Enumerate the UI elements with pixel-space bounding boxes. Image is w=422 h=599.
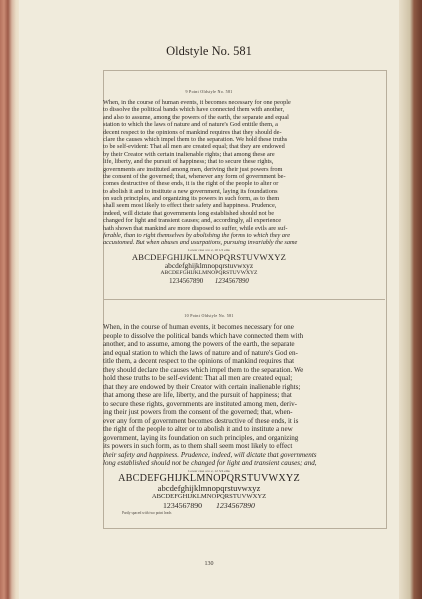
text-line: accustomed. But when abuses and usurpations, pursuing invariably the same [103,239,298,247]
footnote: Partly spaced with two point leads [122,511,172,515]
text-line: shall seem most likely to effect their safety and happiness. Prudence, [103,202,277,210]
specimen-9-point [19,89,399,286]
text-line: another, and to assume, among the powers of the earth, the separate [103,340,295,348]
text-line: the right of the people to alter or to abolish it and to institute a new [103,425,293,433]
specimen-label: 9 Point Oldstyle No. 581 [185,89,233,94]
text-line: that among these are life, liberty, and the pursuit of happiness; that [103,391,292,399]
text-line: on such principles, and organizing its powers in such form, as to them [103,195,280,203]
specimen-paragraph [103,99,334,247]
text-line: hath shown that mankind are more disposed to suffer, while evils are suf- [103,224,288,232]
text-line: to dissolve the political bands which have connected them with another, [103,106,285,114]
lowercase-line: abcdefghijklmnopqrstuvwxyz [164,260,254,270]
text-line: people to dissolve the political bands which have connected them with [103,331,304,340]
figures: 1234567890 [163,500,203,510]
text-line: to abolish it and to institute a new government, laying its foundations [103,187,278,195]
small-caps-line: ABCDEFGHIJKLMNOPQRSTUVWXYZ [160,269,258,276]
text-line: decent respect to the opinions of mankind requires that they should de- [103,128,282,136]
text-line: station to which the laws of nature and of nature's God entitle them, a [103,121,278,129]
text-line: governments are instituted among men, deriving their just powers from [103,165,283,173]
section-divider [103,299,385,300]
text-line: to secure these rights, governments are instituted among men, deriv- [103,399,298,408]
text-line: their safety and happiness. Prudence, indeed, will dictate that governments [103,450,317,459]
text-line: to be self-evident: That all men are created equal; that they are endowed [103,143,285,151]
figures-line [19,501,399,511]
capitals-line: ABCDEFGHIJKLMNOPQRSTUVWXYZ [118,472,300,484]
specimen-label: 10 Point Oldstyle No. 581 [184,313,234,318]
text-line: and equal station to which the laws of nature and of nature's God en- [103,348,298,357]
size-note: Lower case a to z, 10 1/2 ems [188,247,230,252]
italic-figures: 1234567890 [215,500,255,510]
text-line: by their Creator with certain inalienable rights; that among these are [103,150,275,158]
text-line: ing their just powers from the consent of the governed; that, when- [103,408,293,416]
text-line: hold these truths to be self-evident: That all men are created equal; [103,374,293,382]
text-line: government, laying its foundation on such principles, and organizing [103,433,299,442]
text-line: title them, a decent respect to the opinions of mankind requires that [103,357,295,365]
text-line: long established should not be changed for light and transient causes; and, [103,459,317,467]
text-line: When, in the course of human events, it becomes necessary for one people [103,99,291,106]
small-caps-line: ABCDEFGHIJKLMNOPQRSTUVWXYZ [151,492,267,500]
specimen-paragraph [103,323,334,468]
text-line: and also to assume, among the powers of the earth, the separate and equal [103,113,289,121]
text-line: changed for light and transient causes; and, accordingly, all experience [103,217,282,225]
text-line: life, liberty, and the pursuit of happiness; that to secure these rights, [103,158,274,166]
figures-line [19,277,399,286]
italic-figures: 1234567890 [214,277,249,285]
figures: 1234567890 [169,277,204,285]
specimen-10-point [19,313,399,511]
page-number: 130 [204,561,214,567]
text-line: they should declare the causes which impel them to the separation. We [103,365,304,374]
text-line: comes destructive of these ends, it is the right of the people to alter or [103,180,279,188]
page-title: Oldstyle No. 581 [166,44,252,58]
size-note: Lower case a to z, 12 3/4 ems [188,468,230,473]
text-line: its powers in such form, as to them shall seem most likely to effect [103,442,293,450]
page [19,0,399,599]
text-line: clare the causes which impel them to the separation. We hold these truths [103,135,288,143]
text-line: ferable, than to right themselves by abolishing the forms to which they are [103,232,291,240]
capitals-line: ABCDEFGHIJKLMNOPQRSTUVWXYZ [131,251,287,262]
text-line: indeed, will dictate that governments long established should not be [103,209,275,217]
text-line: the consent of the governed; that, whenever any form of government be- [103,172,286,180]
text-line: ever any form of government becomes destructive of these ends, it is [103,416,299,425]
lowercase-line: abcdefghijklmnopqrstuvwxyz [157,482,261,493]
text-line: When, in the course of human events, it becomes necessary for one [103,323,294,331]
text-line: that they are endowed by their Creator with certain inalienable rights; [103,382,301,391]
